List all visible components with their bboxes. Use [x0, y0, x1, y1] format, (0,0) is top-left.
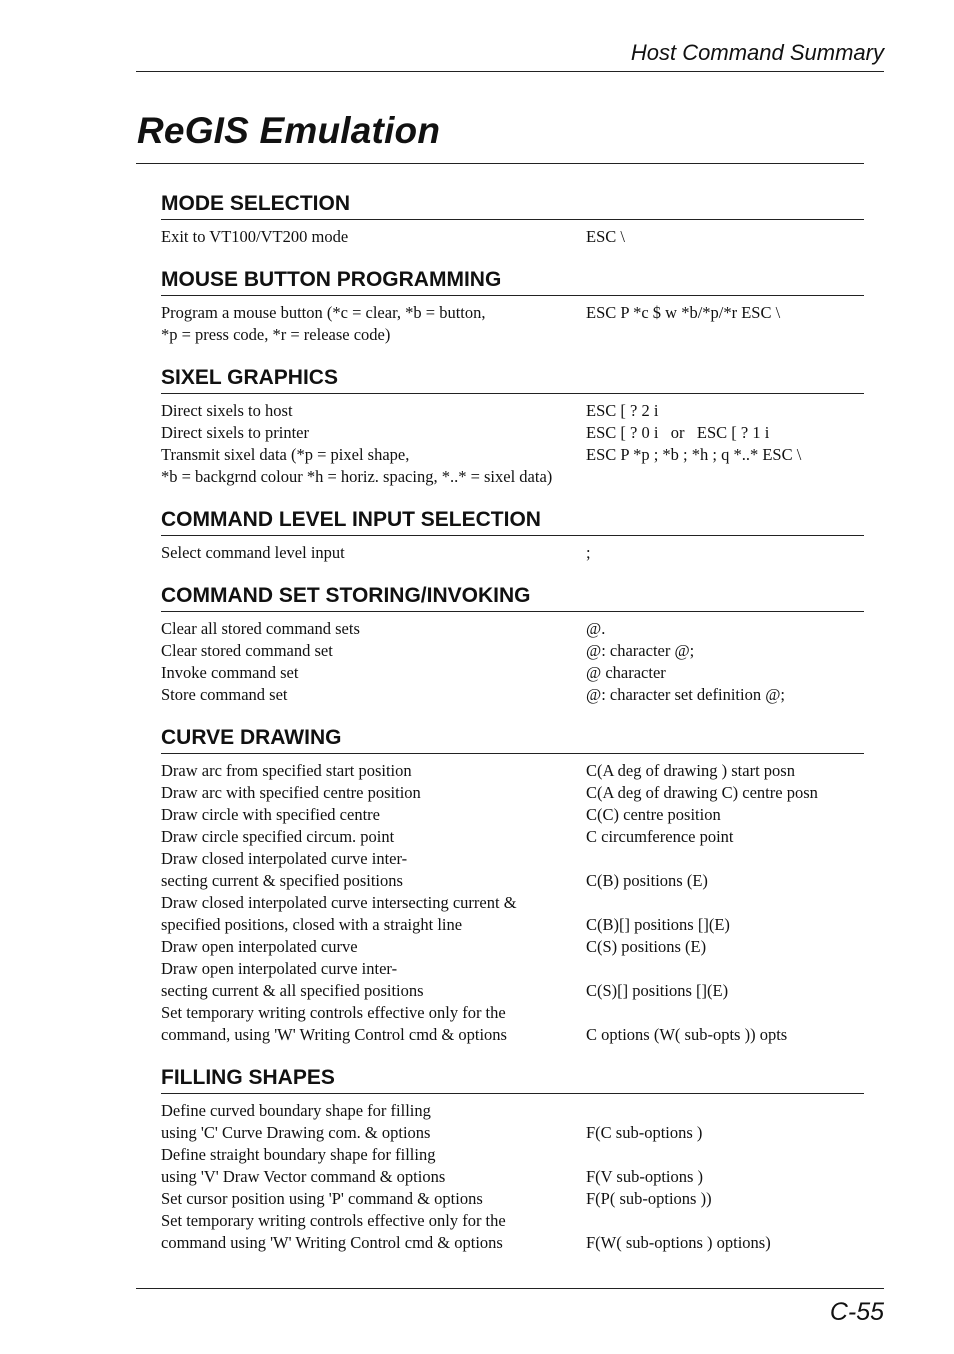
command-list [161, 760, 864, 1046]
command-syntax: ESC \ [586, 227, 625, 246]
command-description: Direct sixels to printer [161, 423, 310, 442]
section-heading: CURVE DRAWING [161, 724, 864, 754]
command-description: Draw arc from specified start position [161, 761, 412, 780]
running-header: Host Command Summary [630, 40, 884, 65]
command-syntax: C(B) positions (E) [586, 871, 708, 890]
command-description: Transmit sixel data (*p = pixel shape, [161, 445, 410, 464]
command-description: Set cursor position using 'P' command & options [161, 1189, 483, 1208]
command-description: using 'V' Draw Vector command & options [161, 1167, 446, 1186]
command-syntax: C(C) centre position [586, 805, 721, 824]
command-description: secting current & all specified positions [161, 981, 424, 1000]
command-syntax: ESC P *p ; *b ; *h ; q *..* ESC \ [586, 445, 802, 464]
command-description: command, using 'W' Writing Control cmd & options [161, 1025, 507, 1044]
command-syntax: @: character @; [586, 641, 695, 660]
command-description: Set temporary writing controls effective only for the [161, 1211, 506, 1230]
command-description: Draw open interpolated curve inter- [161, 959, 398, 978]
command-syntax: ESC P *c $ w *b/*p/*r ESC \ [586, 303, 781, 322]
command-syntax: C(S) positions (E) [586, 937, 707, 956]
section-heading: FILLING SHAPES [161, 1064, 864, 1094]
command-row [161, 542, 864, 564]
command-syntax: ; [586, 543, 591, 562]
command-syntax: @ character [586, 663, 666, 682]
command-description: Define straight boundary shape for filling [161, 1145, 436, 1164]
command-row [161, 684, 864, 706]
command-row [161, 980, 864, 1002]
footer-rule [136, 1288, 884, 1289]
command-syntax: C(A deg of drawing C) centre posn [586, 783, 818, 802]
command-row [161, 1144, 864, 1166]
page-title: ReGIS Emulation [137, 110, 441, 151]
command-list [161, 618, 864, 706]
command-row [161, 226, 864, 248]
section-heading: COMMAND LEVEL INPUT SELECTION [161, 506, 864, 536]
command-description: Select command level input [161, 543, 345, 562]
header-rule [136, 71, 884, 72]
section-heading: MODE SELECTION [161, 190, 864, 220]
command-syntax: C(S)[] positions [](E) [586, 981, 729, 1000]
section [161, 724, 864, 1046]
command-row [161, 640, 864, 662]
command-row [161, 804, 864, 826]
command-description: Invoke command set [161, 663, 299, 682]
command-description: *b = backgrnd colour *h = horiz. spacing, *..* = sixel data) [161, 467, 553, 486]
command-description: Clear stored command set [161, 641, 333, 660]
command-row [161, 870, 864, 892]
command-description: Exit to VT100/VT200 mode [161, 227, 349, 246]
section-heading: COMMAND SET STORING/INVOKING [161, 582, 864, 612]
command-row [161, 1210, 864, 1232]
command-row [161, 760, 864, 782]
command-row [161, 936, 864, 958]
section-heading: SIXEL GRAPHICS [161, 364, 864, 394]
command-row [161, 848, 864, 870]
command-row [161, 1166, 864, 1188]
command-list [161, 302, 864, 346]
command-description: Direct sixels to host [161, 401, 293, 420]
section [161, 582, 864, 706]
command-row [161, 1100, 864, 1122]
command-description: Draw circle specified circum. point [161, 827, 395, 846]
command-syntax: F(V sub-options ) [586, 1167, 704, 1186]
command-syntax: C circumference point [586, 827, 734, 846]
command-description: Store command set [161, 685, 288, 704]
command-row [161, 914, 864, 936]
command-syntax: F(P( sub-options )) [586, 1189, 712, 1208]
command-description: Draw open interpolated curve [161, 937, 358, 956]
command-syntax: @: character set definition @; [586, 685, 785, 704]
section [161, 364, 864, 488]
command-summary [161, 190, 864, 1272]
command-description: Draw closed interpolated curve inter- [161, 849, 408, 868]
command-row [161, 324, 864, 346]
command-syntax: C(A deg of drawing ) start posn [586, 761, 795, 780]
command-description: Clear all stored command sets [161, 619, 360, 638]
command-list [161, 542, 864, 564]
command-syntax: F(W( sub-options ) options) [586, 1233, 771, 1252]
command-description: Draw closed interpolated curve intersecting current & [161, 893, 517, 912]
command-row [161, 1232, 864, 1254]
command-row [161, 466, 864, 488]
section-heading: MOUSE BUTTON PROGRAMMING [161, 266, 864, 296]
command-description: Program a mouse button (*c = clear, *b = button, [161, 303, 486, 322]
command-syntax: ESC [ ? 2 i [586, 401, 659, 420]
command-description: command using 'W' Writing Control cmd & options [161, 1233, 503, 1252]
command-description: Set temporary writing controls effective only for the [161, 1003, 506, 1022]
command-description: specified positions, closed with a straight line [161, 915, 463, 934]
command-row [161, 662, 864, 684]
command-row [161, 400, 864, 422]
command-row [161, 782, 864, 804]
command-list [161, 400, 864, 488]
command-syntax: C options (W( sub-opts )) opts [586, 1025, 788, 1044]
command-description: Draw circle with specified centre [161, 805, 380, 824]
command-syntax: ESC [ ? 0 i or ESC [ ? 1 i [586, 423, 770, 442]
command-description: using 'C' Curve Drawing com. & options [161, 1123, 431, 1142]
section [161, 1064, 864, 1254]
command-row [161, 892, 864, 914]
command-description: Define curved boundary shape for filling [161, 1101, 431, 1120]
command-description: Draw arc with specified centre position [161, 783, 421, 802]
command-list [161, 1100, 864, 1254]
page-number: C-55 [829, 1298, 884, 1326]
command-row [161, 302, 864, 324]
command-list [161, 226, 864, 248]
command-syntax: F(C sub-options ) [586, 1123, 703, 1142]
command-row [161, 444, 864, 466]
command-row [161, 1188, 864, 1210]
command-row [161, 1122, 864, 1144]
command-row [161, 958, 864, 980]
section [161, 266, 864, 346]
command-row [161, 422, 864, 444]
section [161, 506, 864, 564]
command-syntax: C(B)[] positions [](E) [586, 915, 730, 934]
command-row [161, 1002, 864, 1024]
command-row [161, 618, 864, 640]
section [161, 190, 864, 248]
title-rule [136, 163, 864, 164]
command-row [161, 1024, 864, 1046]
command-row [161, 826, 864, 848]
command-description: *p = press code, *r = release code) [161, 325, 391, 344]
command-description: secting current & specified positions [161, 871, 403, 890]
command-syntax: @. [586, 619, 606, 638]
